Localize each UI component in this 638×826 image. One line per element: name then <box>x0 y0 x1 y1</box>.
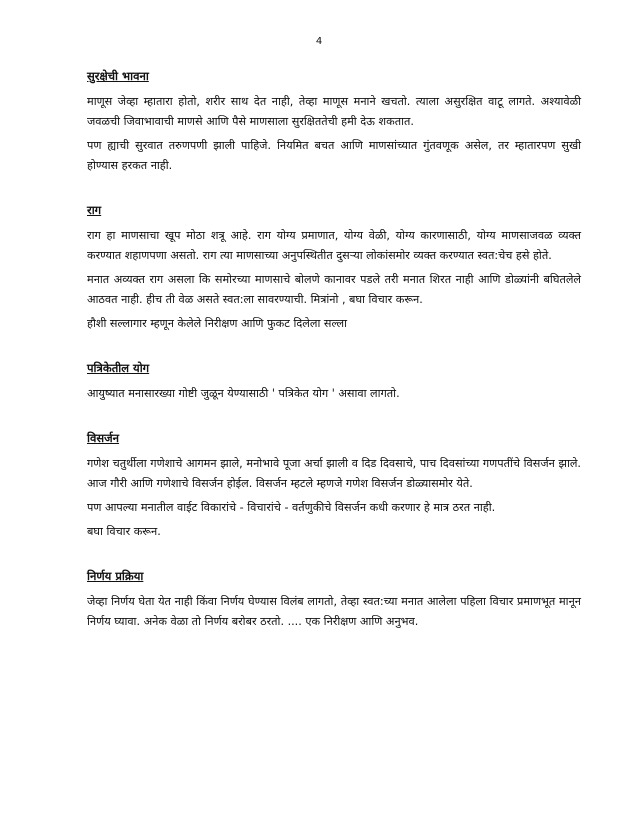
page-content <box>87 68 581 636</box>
paragraph: हौशी सल्लागार म्हणून केलेले निरीक्षण आणि फुकट दिलेला सल्ला <box>87 317 347 330</box>
paragraph: आयुष्यात मनासारख्या गोष्टी जुळून येण्यासाठी ' पत्रिकेत योग ' असावा लागतो. <box>87 387 400 400</box>
section-heading: राग <box>87 203 102 217</box>
section-anger <box>87 202 581 334</box>
paragraph: राग हा माणसाचा खूप मोठा शत्रू आहे. राग योग्य प्रमाणात, योग्य वेळी, योग्य कारणासाठी, योग्य माणसाजवळ व्यक्त करण्यात शहाणपणा असतो. राग त्या माणसाच्या अनुपस्थितीत दुसऱ्या लोकांसमोर व्यक्त करण्यात स्वत:चेच हसे होते. <box>87 229 581 262</box>
page-number: 4 <box>315 36 323 47</box>
section-immersion <box>87 430 581 542</box>
paragraph: पण ह्याची सुरवात तरुणपणी झाली पाहिजे. नियमित बचत आणि माणसांच्यात गुंतवणूक असेल, तर म्हातारपण सुखी होण्यास हरकत नाही. <box>87 139 581 172</box>
section-heading: सुरक्षेची भावना <box>87 69 149 83</box>
section-security <box>87 68 581 176</box>
section-heading: पत्रिकेतील योग <box>87 361 150 375</box>
section-heading: निर्णय प्रक्रिया <box>87 569 144 583</box>
section-decision <box>87 568 581 632</box>
paragraph: गणेश चतुर्थीला गणेशाचे आगमन झाले, मनोभावे पूजा अर्चा झाली व दिड दिवसाचे, पाच दिवसांच्या गणपतींचे विसर्जन झाले. आज गौरी आणि गणेशाचे विसर्जन होईल. विसर्जन म्हटले म्हणजे गणेश विसर्जन डोळ्यासमोर येते. <box>87 457 581 490</box>
paragraph: मनात अव्यक्त राग असला कि समोरच्या माणसाचे बोलणे कानावर पडले तरी मनात शिरत नाही आणि डोळ्यांनी बघितलेले आठवत नाही. हीच ती वेळ असते स्वत:ला सावरण्याची. मित्रांनो , बघा विचार करून. <box>87 273 581 306</box>
section-heading: विसर्जन <box>87 431 120 445</box>
paragraph: जेव्हा निर्णय घेता येत नाही किंवा निर्णय घेण्यास विलंब लागतो, तेव्हा स्वत:च्या मनात आलेला पहिला विचार प्रमाणभूत मानून निर्णय घ्यावा. अनेक वेळा तो निर्णय बरोबर ठरतो. .... एक निरीक्षण आणि अनुभव. <box>87 595 581 628</box>
paragraph: बघा विचार करून. <box>87 525 161 538</box>
section-horoscope <box>87 360 581 404</box>
paragraph: पण आपल्या मनातील वाईट विकारांचे - विचारांचे - वर्तणुकीचे विसर्जन कधी करणार हे मात्र ठरत नाही. <box>87 501 496 514</box>
paragraph: माणूस जेव्हा म्हातारा होतो, शरीर साथ देत नाही, तेव्हा माणूस मनाने खचतो. त्याला असुरक्षित वाटू लागते. अश्यावेळी जवळची जिवाभावाची माणसे आणि पैसे माणसाला सुरक्षिततेची हमी देऊ शकतात. <box>87 95 581 128</box>
